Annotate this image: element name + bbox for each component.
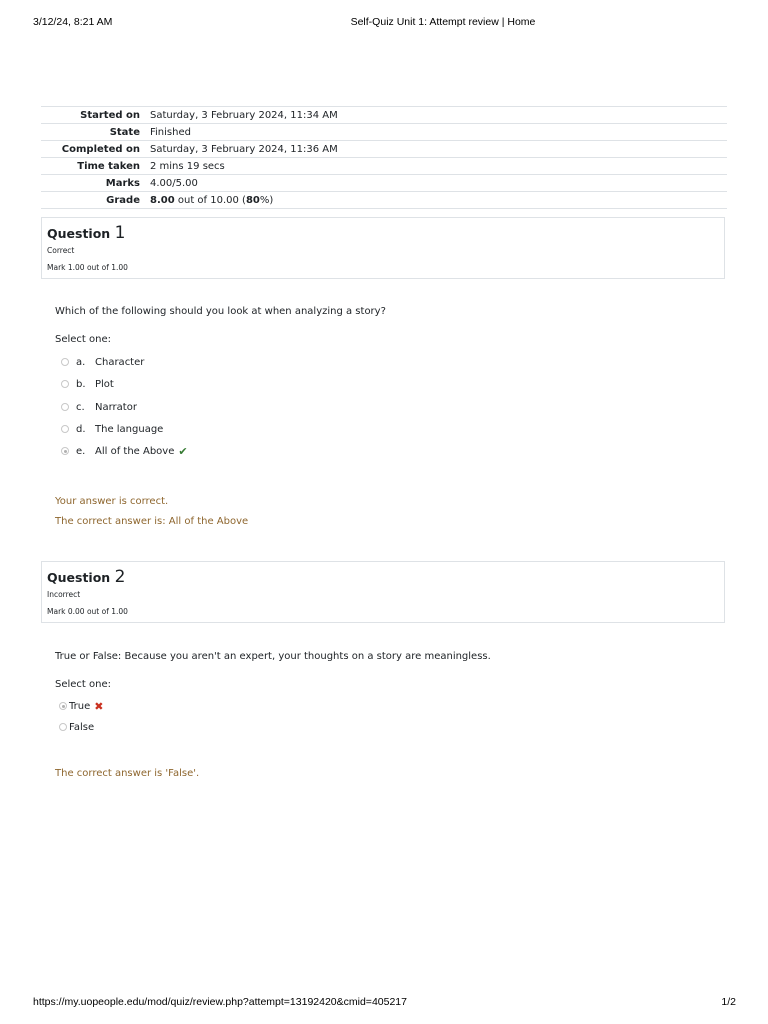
answer-feedback: Your answer is correct. [55,496,169,507]
question-number-value: 2 [114,567,126,587]
question-mark: Mark 1.00 out of 1.00 [47,263,128,272]
question-text: Which of the following should you look at when analyzing a story? [55,306,386,317]
summary-label: Grade [41,192,150,209]
attempt-summary-table [41,106,727,209]
answer-option[interactable] [61,422,163,436]
radio-button[interactable] [59,723,67,731]
print-page-number: 1/2 [721,996,736,1008]
grade-value [150,192,727,209]
radio-button[interactable] [61,380,69,388]
question-text: True or False: Because you aren't an expert, your thoughts on a story are meaningless. [55,651,491,662]
question-mark: Mark 0.00 out of 1.00 [47,607,128,616]
print-header [0,16,768,30]
option-text: True [69,700,91,712]
correct-answer-feedback: The correct answer is 'False'. [55,768,200,779]
answer-option[interactable] [61,355,144,369]
summary-row [41,158,727,175]
question-state: Correct [47,246,75,255]
grade-score: 8.00 [150,194,175,206]
option-text: Character [95,356,145,368]
question-info-box [41,217,725,279]
radio-button[interactable] [61,425,69,433]
summary-value: 2 mins 19 secs [150,158,727,175]
print-page-title: Self-Quiz Unit 1: Attempt review | Home [350,16,536,28]
option-text: False [69,721,95,733]
cross-icon: ✖ [94,699,104,713]
summary-row [41,175,727,192]
answer-option[interactable] [61,377,114,391]
summary-label: Completed on [41,141,150,158]
print-url: https://my.uopeople.edu/mod/quiz/review.php?attempt=13192420&cmid=405217 [33,996,407,1008]
summary-row-grade [41,192,727,209]
select-prompt: Select one: [55,334,112,345]
radio-button-checked[interactable] [61,447,69,455]
option-letter: a. [76,356,86,368]
grade-percent: 80 [245,194,260,206]
print-footer [0,996,768,1010]
answer-option[interactable] [59,720,94,734]
question-number-value: 1 [114,223,126,243]
option-text: All of the Above [95,445,175,457]
summary-label: Time taken [41,158,150,175]
radio-button[interactable] [61,358,69,366]
summary-label: Started on [41,107,150,124]
summary-value: 4.00/5.00 [150,175,727,192]
summary-value: Saturday, 3 February 2024, 11:36 AM [150,141,727,158]
option-text: Plot [95,378,114,390]
question-info-box [41,561,725,623]
radio-button[interactable] [61,403,69,411]
check-icon: ✔ [178,444,188,458]
summary-label: Marks [41,175,150,192]
radio-button-checked[interactable] [59,702,67,710]
answer-option[interactable] [61,400,137,414]
option-letter: c. [76,401,85,413]
option-letter: b. [76,378,86,390]
option-text: The language [95,423,164,435]
print-datetime: 3/12/24, 8:21 AM [33,16,113,28]
summary-row [41,107,727,124]
grade-suffix: %) [259,194,274,206]
question-state: Incorrect [47,590,81,599]
option-letter: d. [76,423,86,435]
question-number [47,567,125,587]
answer-option-selected[interactable] [61,444,188,458]
option-letter: e. [76,445,86,457]
select-prompt: Select one: [55,679,112,690]
grade-out-of: out of 10.00 ( [174,194,246,206]
summary-value: Finished [150,124,727,141]
option-text: Narrator [95,401,137,413]
summary-row [41,124,727,141]
answer-option-selected[interactable] [59,699,103,713]
summary-value: Saturday, 3 February 2024, 11:34 AM [150,107,727,124]
question-label: Question [47,570,111,585]
question-number [47,223,125,243]
summary-label: State [41,124,150,141]
question-label: Question [47,226,111,241]
summary-row [41,141,727,158]
correct-answer-feedback: The correct answer is: All of the Above [55,516,249,527]
